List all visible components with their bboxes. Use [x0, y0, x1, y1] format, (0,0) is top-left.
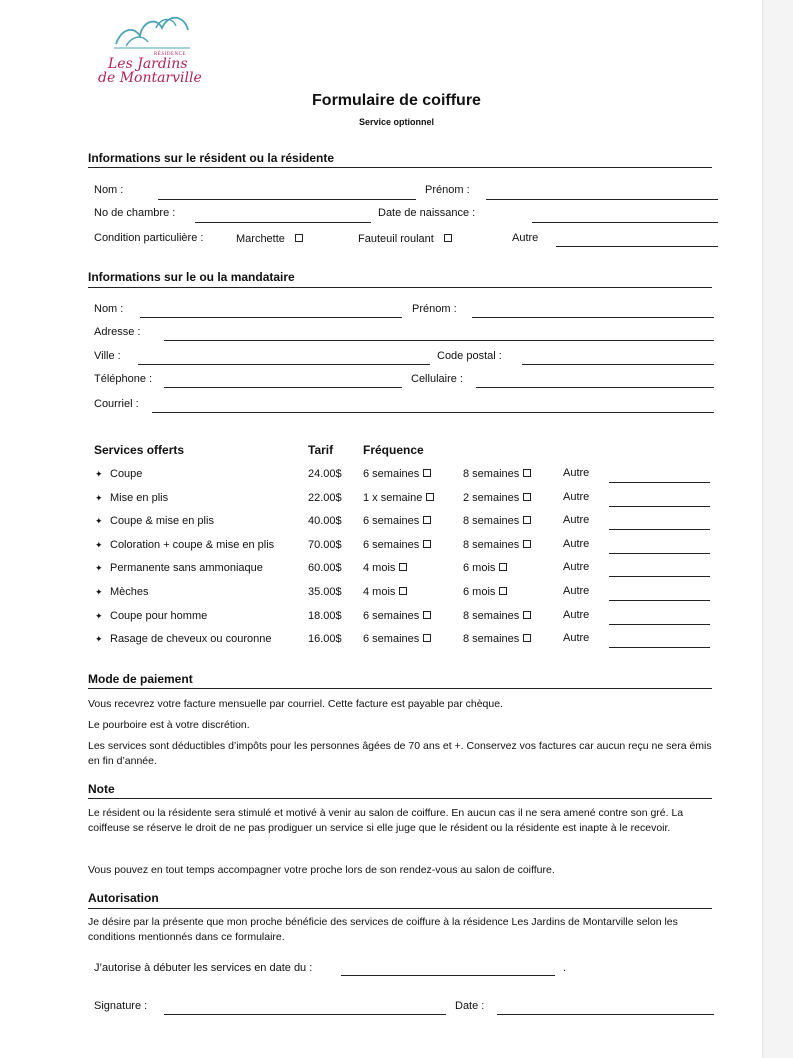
autorisation-period: . [563, 962, 567, 974]
autorisation-paragraph-1: Je désire par la présente que mon proche bénéficie des services de coiffure à la résidence Les Jardins de Montarville selon les conditions mentionnés dans ce formulaire. [88, 916, 678, 943]
service-tarif: 16.00$ [308, 633, 342, 645]
tarif-column-header: Tarif [308, 443, 334, 457]
service-frequence-option-2[interactable] [463, 633, 531, 645]
service-autre-label: Autre [563, 467, 590, 479]
service-frequence-option-2[interactable] [463, 468, 531, 480]
service-autre-field[interactable] [609, 529, 710, 530]
service-autre-field[interactable] [609, 600, 710, 601]
autorisation-debut-field[interactable] [341, 975, 555, 976]
service-autre-field[interactable] [609, 553, 710, 554]
service-name: Mise en plis [110, 492, 169, 504]
resident-naissance-label: Date de naissance : [378, 207, 476, 219]
mandataire-nom-label: Nom : [94, 303, 124, 315]
service-tarif: 35.00$ [308, 586, 342, 598]
service-frequence-option-2[interactable] [463, 515, 531, 527]
frequence-checkbox[interactable] [423, 469, 431, 477]
services-column-header: Services offerts [94, 443, 185, 457]
frequence-label: 1 x semaine [363, 492, 423, 504]
resident-chambre-field[interactable] [195, 222, 371, 223]
resident-prenom-label: Prénom : [425, 184, 470, 196]
frequence-label: 6 semaines [363, 468, 420, 480]
service-frequence-option-1[interactable] [363, 610, 431, 622]
mandataire-prenom-field[interactable] [472, 317, 714, 318]
service-autre-label: Autre [563, 491, 590, 503]
service-tarif: 24.00$ [308, 468, 342, 480]
service-autre-field[interactable] [609, 647, 710, 648]
service-name: Permanente sans ammoniaque [110, 562, 263, 574]
service-name: Coupe & mise en plis [110, 515, 214, 527]
resident-prenom-field[interactable] [486, 199, 718, 200]
service-autre-label: Autre [563, 585, 590, 597]
service-bullet-icon: ✦ [95, 516, 103, 526]
frequence-checkbox[interactable] [523, 516, 531, 524]
frequence-checkbox[interactable] [523, 493, 531, 501]
mandataire-adresse-field[interactable] [164, 340, 714, 341]
service-autre-field[interactable] [609, 624, 710, 625]
service-frequence-option-2[interactable] [463, 539, 531, 551]
resident-nom-field[interactable] [158, 199, 416, 200]
service-autre-label: Autre [563, 538, 590, 550]
resident-autre-label: Autre [512, 232, 539, 244]
frequence-checkbox[interactable] [523, 540, 531, 548]
resident-condition-label: Condition particulière : [94, 232, 204, 244]
note-paragraph-2: Vous pouvez en tout temps accompagner votre proche lors de son rendez-vous au salon de coiffure. [88, 864, 555, 876]
frequence-label: 6 semaines [363, 633, 420, 645]
service-name: Mèches [110, 586, 149, 598]
service-bullet-icon: ✦ [95, 563, 103, 573]
marchette-label: Marchette [236, 233, 285, 245]
frequence-label: 8 semaines [463, 515, 520, 527]
service-bullet-icon: ✦ [95, 469, 103, 479]
logo-line-2: de Montarville [98, 70, 202, 86]
mandataire-courriel-label: Courriel : [94, 398, 139, 410]
service-autre-label: Autre [563, 609, 590, 621]
service-autre-label: Autre [563, 561, 590, 573]
marchette-checkbox[interactable] [295, 234, 303, 242]
frequence-checkbox[interactable] [523, 634, 531, 642]
service-bullet-icon: ✦ [95, 611, 103, 621]
service-frequence-option-2[interactable] [463, 610, 531, 622]
note-paragraph-1: Le résident ou la résidente sera stimulé et motivé à venir au salon de coiffure. En aucun cas il ne sera amené contre son gré. La coiffeuse se réserve le droit de ne pas prodiguer un service si elle juge que le résident ou la résidente est inapte à le recevoir. [88, 807, 684, 834]
frequence-checkbox[interactable] [423, 634, 431, 642]
service-tarif: 70.00$ [308, 539, 342, 551]
section-autorisation-rule [88, 908, 712, 909]
mandataire-courriel-field[interactable] [152, 412, 714, 413]
service-frequence-option-1[interactable] [363, 492, 434, 504]
service-frequence-option-1[interactable] [363, 468, 431, 480]
service-bullet-icon: ✦ [95, 493, 103, 503]
frequence-label: 8 semaines [463, 610, 520, 622]
logo-residence-text: RÉSIDENCE [154, 52, 186, 57]
section-resident-heading: Informations sur le résident ou la résidente [88, 151, 335, 165]
frequence-checkbox[interactable] [426, 493, 434, 501]
logo-trees-icon [112, 8, 192, 50]
service-frequence-option-1[interactable] [363, 539, 431, 551]
signature-field[interactable] [164, 1014, 446, 1015]
service-frequence-option-2[interactable] [463, 562, 507, 574]
mandataire-adresse-label: Adresse : [94, 326, 141, 338]
frequence-label: 4 mois [363, 586, 396, 598]
logo [96, 8, 206, 88]
resident-nom-label: Nom : [94, 184, 124, 196]
page-title: Formulaire de coiffure [312, 92, 481, 109]
section-paiement-heading: Mode de paiement [88, 672, 193, 686]
service-tarif: 40.00$ [308, 515, 342, 527]
frequence-checkbox[interactable] [423, 540, 431, 548]
paiement-paragraph-2: Le pourboire est à votre discrétion. [88, 719, 250, 731]
service-name: Coupe pour homme [110, 610, 208, 622]
frequence-checkbox[interactable] [523, 469, 531, 477]
frequence-checkbox[interactable] [423, 516, 431, 524]
service-frequence-option-1[interactable] [363, 515, 431, 527]
signature-label: Signature : [94, 1000, 148, 1012]
service-autre-field[interactable] [609, 482, 710, 483]
resident-chambre-label: No de chambre : [94, 207, 176, 219]
frequence-label: 8 semaines [463, 539, 520, 551]
frequence-checkbox[interactable] [423, 611, 431, 619]
service-tarif: 60.00$ [308, 562, 342, 574]
frequence-checkbox[interactable] [399, 563, 407, 571]
section-autorisation-heading: Autorisation [88, 891, 159, 905]
frequence-label: 6 semaines [363, 515, 420, 527]
section-mandataire-rule [88, 287, 712, 288]
mandataire-ville-label: Ville : [94, 350, 121, 362]
fauteuil-option[interactable] [358, 233, 452, 245]
mandataire-cellulaire-field[interactable] [476, 387, 714, 388]
service-frequence-option-1[interactable] [363, 586, 407, 598]
fauteuil-checkbox[interactable] [444, 234, 452, 242]
service-tarif: 18.00$ [308, 610, 342, 622]
paiement-paragraph-3: Les services sont déductibles d’impôts pour les personnes âgées de 70 ans et +. Conservez vos factures car aucun reçu ne sera émis en fin d’année. [88, 740, 712, 767]
service-bullet-icon: ✦ [95, 634, 103, 644]
frequence-label: 6 semaines [363, 539, 420, 551]
service-frequence-option-1[interactable] [363, 562, 407, 574]
service-name: Rasage de cheveux ou couronne [110, 633, 272, 645]
service-tarif: 22.00$ [308, 492, 342, 504]
logo-line-1: Les Jardins [108, 56, 188, 72]
service-name: Coloration + coupe & mise en plis [110, 539, 275, 551]
fauteuil-label: Fauteuil roulant [358, 233, 434, 245]
page-margin [762, 0, 793, 1058]
service-autre-label: Autre [563, 514, 590, 526]
mandataire-nom-field[interactable] [140, 317, 402, 318]
date-field[interactable] [497, 1014, 714, 1015]
mandataire-telephone-field[interactable] [164, 387, 402, 388]
mandataire-prenom-label: Prénom : [412, 303, 457, 315]
frequence-label: 6 mois [463, 562, 496, 574]
autorisation-debut-label: J’autorise à débuter les services en date du : [94, 962, 313, 974]
resident-autre-field[interactable] [556, 246, 718, 247]
mandataire-ville-field[interactable] [138, 364, 430, 365]
service-bullet-icon: ✦ [95, 587, 103, 597]
service-bullet-icon: ✦ [95, 540, 103, 550]
service-name: Coupe [110, 468, 143, 480]
service-autre-field[interactable] [609, 506, 710, 507]
frequence-label: 6 semaines [363, 610, 420, 622]
mandataire-code-postal-label: Code postal : [437, 350, 502, 362]
service-autre-label: Autre [563, 632, 590, 644]
service-frequence-option-2[interactable] [463, 492, 531, 504]
service-frequence-option-2[interactable] [463, 586, 507, 598]
section-note-rule [88, 798, 712, 799]
mandataire-cellulaire-label: Cellulaire : [411, 373, 463, 385]
mandataire-code-postal-field[interactable] [522, 364, 714, 365]
paiement-paragraph-1: Vous recevrez votre facture mensuelle par courriel. Cette facture est payable par chèque. [88, 698, 503, 710]
frequence-label: 8 semaines [463, 633, 520, 645]
frequence-label: 4 mois [363, 562, 396, 574]
frequence-label: 6 mois [463, 586, 496, 598]
frequence-label: 8 semaines [463, 468, 520, 480]
date-label: Date : [455, 1000, 485, 1012]
section-paiement-rule [88, 688, 712, 689]
page-subtitle: Service optionnel [358, 117, 435, 127]
frequence-checkbox[interactable] [499, 563, 507, 571]
section-note-heading: Note [88, 782, 115, 796]
section-resident-rule [88, 167, 712, 168]
frequence-checkbox[interactable] [499, 587, 507, 595]
service-autre-field[interactable] [609, 576, 710, 577]
marchette-option[interactable] [236, 233, 303, 245]
frequence-checkbox[interactable] [399, 587, 407, 595]
resident-naissance-field[interactable] [532, 222, 718, 223]
section-mandataire-heading: Informations sur le ou la mandataire [88, 270, 295, 284]
mandataire-telephone-label: Téléphone : [94, 373, 153, 385]
frequence-column-header: Fréquence [363, 443, 424, 457]
frequence-label: 2 semaines [463, 492, 520, 504]
service-frequence-option-1[interactable] [363, 633, 431, 645]
frequence-checkbox[interactable] [523, 611, 531, 619]
